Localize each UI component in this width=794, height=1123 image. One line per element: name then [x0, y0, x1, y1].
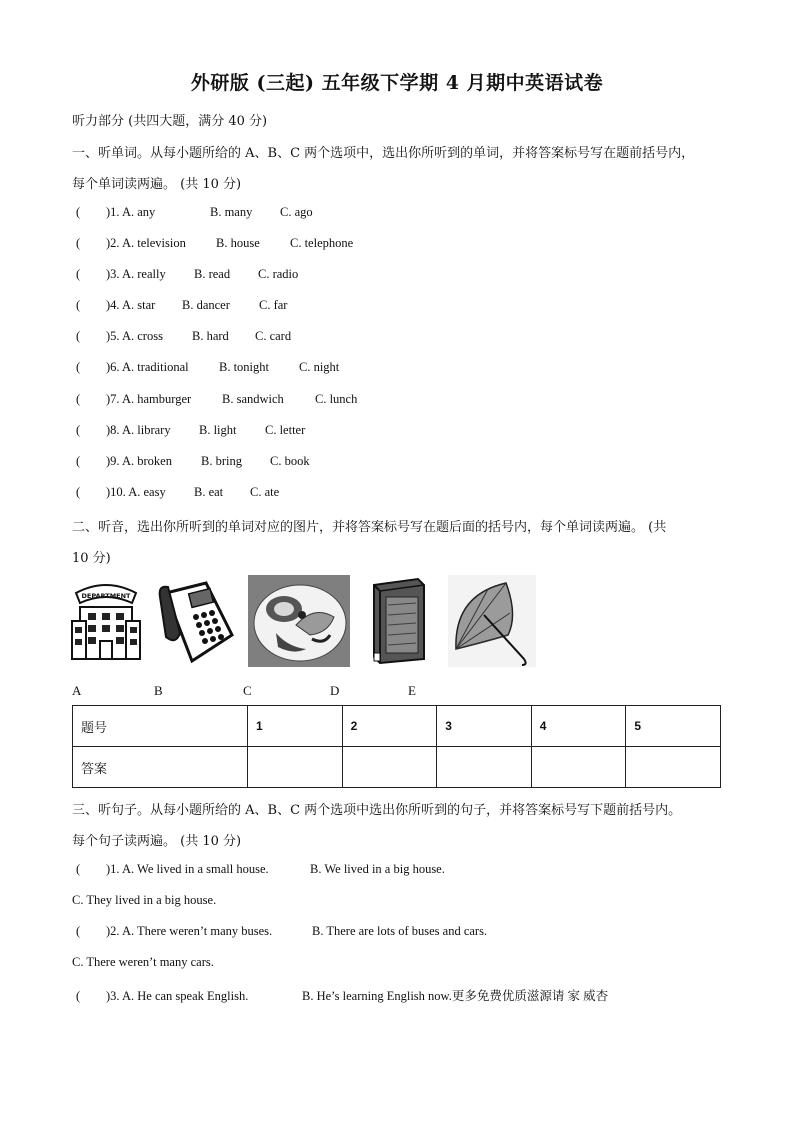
- option-b: B. house: [216, 236, 260, 250]
- department-store-icon: [70, 575, 142, 663]
- option-a: )6. A. traditional: [106, 360, 189, 374]
- picture-letter-c: C: [243, 683, 252, 698]
- list-item: [76, 454, 310, 469]
- list-item: [76, 986, 608, 1004]
- answer-table: [72, 705, 721, 788]
- option-c: C. lunch: [315, 392, 358, 406]
- option-b: B. sandwich: [222, 392, 284, 406]
- option-b: B. eat: [194, 485, 224, 499]
- table-number-cell: 3: [437, 706, 532, 747]
- option-a: )8. A. library: [106, 423, 171, 437]
- option-b: B. many: [210, 205, 253, 219]
- picture-letter-d: D: [330, 683, 340, 698]
- section3-instruction-line2: 每个句子读两遍。 (共 10 分): [72, 834, 242, 849]
- option-c: C. ago: [280, 205, 313, 219]
- answer-paren[interactable]: (: [76, 267, 81, 281]
- listening-header: 听力部分 (共四大题，满分 40 分): [72, 114, 268, 129]
- department-sign-text: DEPARTMENT: [81, 592, 131, 600]
- option-b: B. read: [194, 267, 231, 281]
- option-c: C. card: [255, 329, 292, 343]
- option-c: C. There weren’t many cars.: [72, 955, 214, 969]
- option-c: C. book: [270, 454, 310, 468]
- answer-paren[interactable]: (: [76, 298, 81, 312]
- option-a: )7. A. hamburger: [106, 392, 192, 406]
- answer-cell[interactable]: [626, 747, 721, 788]
- list-item: [76, 423, 305, 438]
- answer-paren[interactable]: (: [76, 989, 81, 1003]
- answer-paren[interactable]: (: [76, 862, 81, 876]
- answer-cell[interactable]: [531, 747, 626, 788]
- answer-paren[interactable]: (: [76, 360, 81, 374]
- option-c: C. telephone: [290, 236, 354, 250]
- picture-letter-b: B: [154, 683, 163, 698]
- page-title: 外研版 (三起) 五年级下学期 4 月期中英语试卷: [190, 72, 604, 94]
- answer-cell[interactable]: [248, 747, 343, 788]
- list-item: [76, 236, 353, 251]
- section2-instruction-line2: 10 分): [72, 551, 111, 566]
- list-item: [76, 485, 279, 500]
- option-a: )9. A. broken: [106, 454, 172, 468]
- picture-letter-a: A: [72, 683, 82, 698]
- answer-paren[interactable]: (: [76, 205, 81, 219]
- option-c: C. They lived in a big house.: [72, 893, 217, 907]
- option-a: )5. A. cross: [106, 329, 163, 343]
- option-b: B. tonight: [219, 360, 270, 374]
- option-b: B. He’s learning English now.更多免费优质滋源请 家 威杏: [302, 989, 609, 1003]
- option-b: B. bring: [201, 454, 242, 468]
- answer-paren[interactable]: (: [76, 454, 81, 468]
- picture-letter-e: E: [408, 683, 416, 698]
- option-a: )4. A. star: [106, 298, 156, 312]
- picture-letters: [72, 683, 472, 699]
- list-item: [76, 360, 339, 375]
- answer-cell[interactable]: [437, 747, 532, 788]
- option-a: )3. A. He can speak English.: [106, 989, 249, 1003]
- option-b: B. dancer: [182, 298, 230, 312]
- list-item: [76, 329, 291, 344]
- table-number-cell: 1: [248, 706, 343, 747]
- option-c: C. radio: [258, 267, 299, 281]
- option-a: )2. A. There weren’t many buses.: [106, 924, 273, 938]
- list-item: [76, 924, 487, 939]
- option-b: B. We lived in a big house.: [310, 862, 445, 876]
- table-number-cell: 5: [626, 706, 721, 747]
- option-b: B. There are lots of buses and cars.: [312, 924, 488, 938]
- option-a: )10. A. easy: [106, 485, 166, 499]
- answer-paren[interactable]: (: [76, 423, 81, 437]
- option-b: B. hard: [192, 329, 229, 343]
- food-plate-icon: [248, 575, 350, 667]
- section2-instruction-line1: 二、听音，选出你所听到的单词对应的图片，并将答案标号写在题后面的括号内，每个单词读两遍。 (共: [72, 520, 667, 535]
- picture-row: [70, 575, 540, 670]
- option-c: C. far: [259, 298, 288, 312]
- answer-cell[interactable]: [342, 747, 437, 788]
- list-item: [76, 862, 445, 877]
- option-b: B. light: [199, 423, 237, 437]
- book-icon: [366, 575, 432, 665]
- list-item: [76, 205, 313, 220]
- table-header-label: 题号: [73, 706, 248, 747]
- option-a: )3. A. really: [106, 267, 166, 281]
- option-c: C. letter: [265, 423, 306, 437]
- section3-instruction-line1: 三、听句子。从每小题所给的 A、B、C 两个选项中选出你所听到的句子，并将答案标号写下题前括号内。: [72, 803, 682, 818]
- option-a: )1. A. any: [106, 205, 156, 219]
- option-c: C. ate: [250, 485, 280, 499]
- option-a: )2. A. television: [106, 236, 186, 250]
- table-number-cell: 2: [342, 706, 437, 747]
- answer-paren[interactable]: (: [76, 236, 81, 250]
- list-item: [76, 392, 357, 407]
- table-answer-label: 答案: [73, 747, 248, 788]
- list-item: [76, 267, 298, 282]
- section1-instruction-line2: 每个单词读两遍。 (共 10 分): [72, 177, 242, 192]
- answer-paren[interactable]: (: [76, 392, 81, 406]
- option-c: C. night: [299, 360, 340, 374]
- table-number-cell: 4: [531, 706, 626, 747]
- table-row: [73, 747, 721, 788]
- answer-paren[interactable]: (: [76, 924, 81, 938]
- option-a: )1. A. We lived in a small house.: [106, 862, 269, 876]
- telephone-icon: [156, 575, 236, 665]
- section1-instruction-line1: 一、听单词。从每小题所给的 A、B、C 两个选项中，选出你所听到的单词，并将答案标号写在题前括号内，: [72, 146, 695, 161]
- umbrella-icon: [448, 575, 536, 667]
- table-row: [73, 706, 721, 747]
- answer-paren[interactable]: (: [76, 485, 81, 499]
- answer-paren[interactable]: (: [76, 329, 81, 343]
- list-item: [76, 298, 287, 313]
